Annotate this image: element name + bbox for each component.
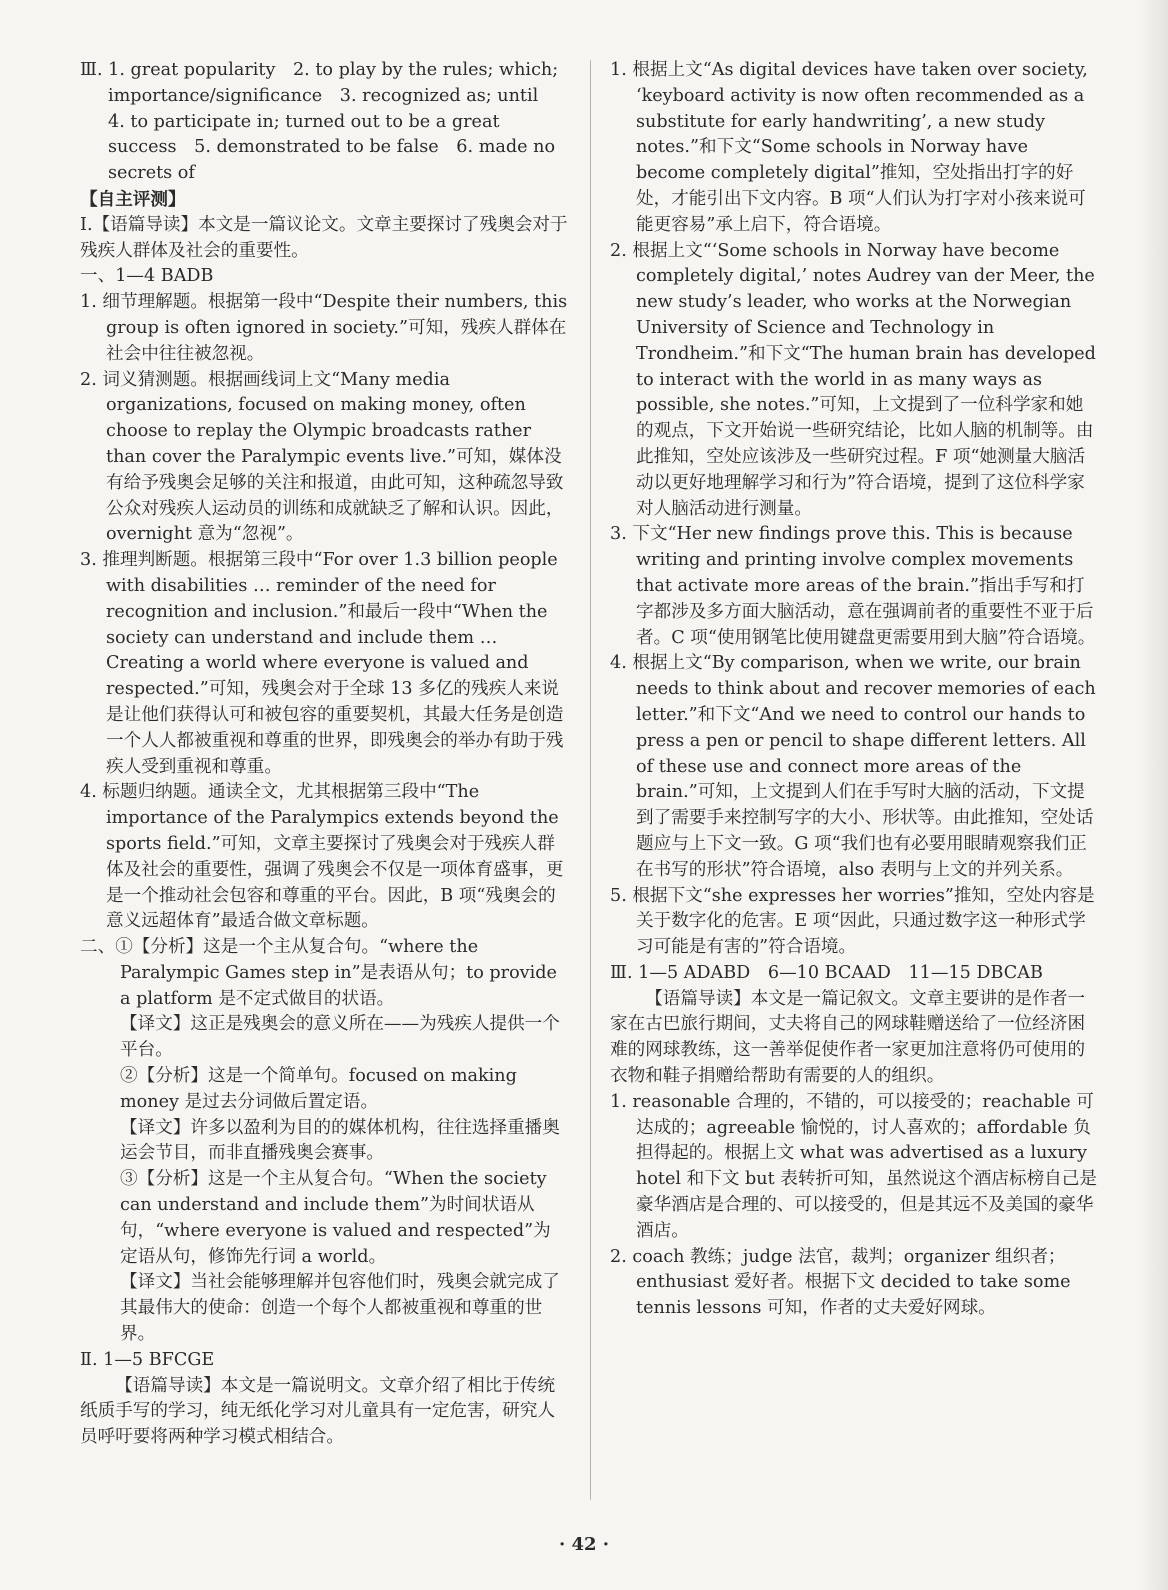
- ii-explanation-3: 3. 下文“Her new findings prove this. This is because writing and printing involve complex movements that activate more areas of the brain.”指出手写和打字都涉及多方面大脑活动，意在强调前者的重要性不亚于后者。C 项“使用钢笔比使用键盘更需要用到大脑”符合语境。: [610, 524, 1096, 648]
- page-edge-shadow: [1138, 0, 1168, 1590]
- passage-i-guide: Ⅰ.【语篇导读】本文是一篇议论文。文章主要探讨了残奥会对于残疾人群体及社会的重要性。: [80, 214, 568, 261]
- ii-explanation-5: 5. 根据下文“she expresses her worries”推知，空处内容是关于数字化的危害。E 项“因此，只通过数字这一种形式学习可能是有害的”符合语境。: [610, 885, 1095, 958]
- ii-explanation-1: 1. 根据上文“As digital devices have taken over society, ‘keyboard activity is now often recommended as a substitute for early handwriting’, a new study notes.”和下文“Some schools in Norway have become completely digital”推知，空处指出打字的好处，才能引出下文内容。B 项“人们认为打字对小孩来说可能更容易”承上启下，符合语境。: [610, 60, 1088, 235]
- passage-iii-guide: 【语篇导读】本文是一篇记叙文。文章主要讲的是作者一家在古巴旅行期间，丈夫将自己的网球鞋赠送给了一位经济困难的网球教练，这一善举促使作者一家更加注意将仍可使用的衣物和鞋子捐赠给帮助有需要的人的组织。: [610, 988, 1086, 1087]
- question-1: 1. 细节理解题。根据第一段中“Despite their numbers, this group is often ignored in society.”可知，残疾人群体在社会中往往被忽视。: [80, 292, 568, 364]
- section-ii-answers: Ⅱ. 1—5 BFCGE: [80, 1349, 215, 1370]
- part2-translation-1: 【译文】这正是残奥会的意义所在——为残疾人提供一个平台。: [120, 1014, 560, 1061]
- ii-explanation-4: 4. 根据上文“By comparison, when we write, our brain needs to think about and recover memories of each letter.”和下文“And we need to control our hands to press a pen or pencil to shape different letters. All of these use and connect more areas of the brain.”可知，上文提到人们在手写时大脑的活动，下文提到了需要手来控制写字的大小、形状等。由此推知，空处话题应与上下文一致。G 项“我们也有必要用眼睛观察我们正在书写的形状”符合语境，also 表明与上文的并列关系。: [610, 653, 1096, 880]
- iii-explanation-2: 2. coach 教练；judge 法官，裁判；organizer 组织者；enthusiast 爱好者。根据下文 decided to take some tennis lessons 可知，作者的丈夫爱好网球。: [610, 1246, 1071, 1319]
- page-number: · 42 ·: [558, 1534, 610, 1555]
- question-3: 3. 推理判断题。根据第三段中“For over 1.3 billion people with disabilities … reminder of the need for recognition and inclusion.”和最后一段中“When the society can understand and include them … Creating a world where everyone is valued and respected.”可知，残奥会对于全球 13 多亿的残疾人来说是让他们获得认可和被包容的重要契机，其最大任务是创造一个人人都被重视和尊重的世界，即残奥会的举办有助于残疾人受到重视和尊重。: [80, 550, 564, 777]
- part2-translation-3: 【译文】当社会能够理解并包容他们时，残奥会就完成了其最伟大的使命：创造一个每个人都被重视和尊重的世界。: [120, 1272, 560, 1345]
- ii-explanation-2: 2. 根据上文“‘Some schools in Norway have become completely digital,’ notes Audrey van der Meer, the new study’s leader, who works at the Norwegian University of Science and Technology in Trondheim.”和下文“The human brain has developed to interact with the world in as many ways as possible, she notes.”可知，上文提到了一位科学家和她的观点，下文开始说一些研究结论，比如人脑的机制等。由此推知，空处应该涉及一些研究过程。F 项“她测量大脑活动以更好地理解学习和行为”符合语境，提到了这位科学家对人脑活动进行测量。: [610, 240, 1096, 519]
- part2-analysis-2: ②【分析】这是一个简单句。focused on making money 是过去分词做后置定语。: [120, 1066, 517, 1112]
- section-iii-cloze-answers: Ⅲ. 1—5 ADABD 6—10 BCAAD 11—15 DBCAB: [610, 962, 1043, 983]
- part1-answers: 一、1—4 BADB: [80, 266, 214, 287]
- part2-translation-2: 【译文】许多以盈利为目的的媒体机构，往往选择重播奥运会节目，而非直播残奥会赛事。: [120, 1117, 560, 1164]
- question-2: 2. 词义猜测题。根据画线词上文“Many media organizations, focused on making money, often choose to replay the Olympic broadcasts rather than cover the Paralympic events live.”可知，媒体没有给予残奥会足够的关注和报道，由此可知，这种疏忽导致公众对残疾人运动员的训练和成就缺乏了解和认识。因此，overnight 意为“忽视”。: [80, 369, 564, 545]
- iii-explanation-1: 1. reasonable 合理的，不错的，可以接受的；reachable 可达成的；agreeable 愉悦的，讨人喜欢的；affordable 负担得起的。根据上文 what was advertised as a luxury hotel 和下文 but 表转折可知，虽然说这个酒店标榜自己是豪华酒店是合理的、可以接受的，但是其远不及美国的豪华酒店。: [610, 1091, 1097, 1241]
- part2-analysis-1: 二、①【分析】这是一个主从复合句。“where the Paralympic Games step in”是表语从句；to provide a platform 是不定式做目的状语。: [80, 937, 557, 1009]
- part2-analysis-3: ③【分析】这是一个主从复合句。“When the society can understand and include them”为时间状语从句，“where everyone is valued and respected”为定语从句，修饰先行词 a world。: [120, 1169, 551, 1267]
- self-eval-heading: 【自主评测】: [80, 188, 186, 210]
- column-divider: [590, 60, 591, 1500]
- question-4: 4. 标题归纳题。通读全文，尤其根据第三段中“The importance of the Paralympics extends beyond the sports field.”可知，文章主要探讨了残奥会对于残疾人群体及社会的重要性，强调了残奥会不仅是一项体育盛事，更是一个推动社会包容和尊重的平台。因此，B 项“残奥会的意义远超体育”最适合做文章标题。: [80, 782, 564, 932]
- left-column: [80, 58, 568, 1451]
- passage-ii-guide: 【语篇导读】本文是一篇说明文。文章介绍了相比于传统纸质手写的学习，纯无纸化学习对儿童具有一定危害，研究人员呼吁要将两种学习模式相结合。: [80, 1375, 556, 1448]
- right-column: [610, 58, 1100, 1322]
- section-iii-answers: Ⅲ. 1. great popularity 2. to play by the rules; which; importance/significance 3. recognized as; until 4. to participate in; turned out to be a great success 5. demonstrated to be false 6. made no secrets of: [80, 60, 559, 184]
